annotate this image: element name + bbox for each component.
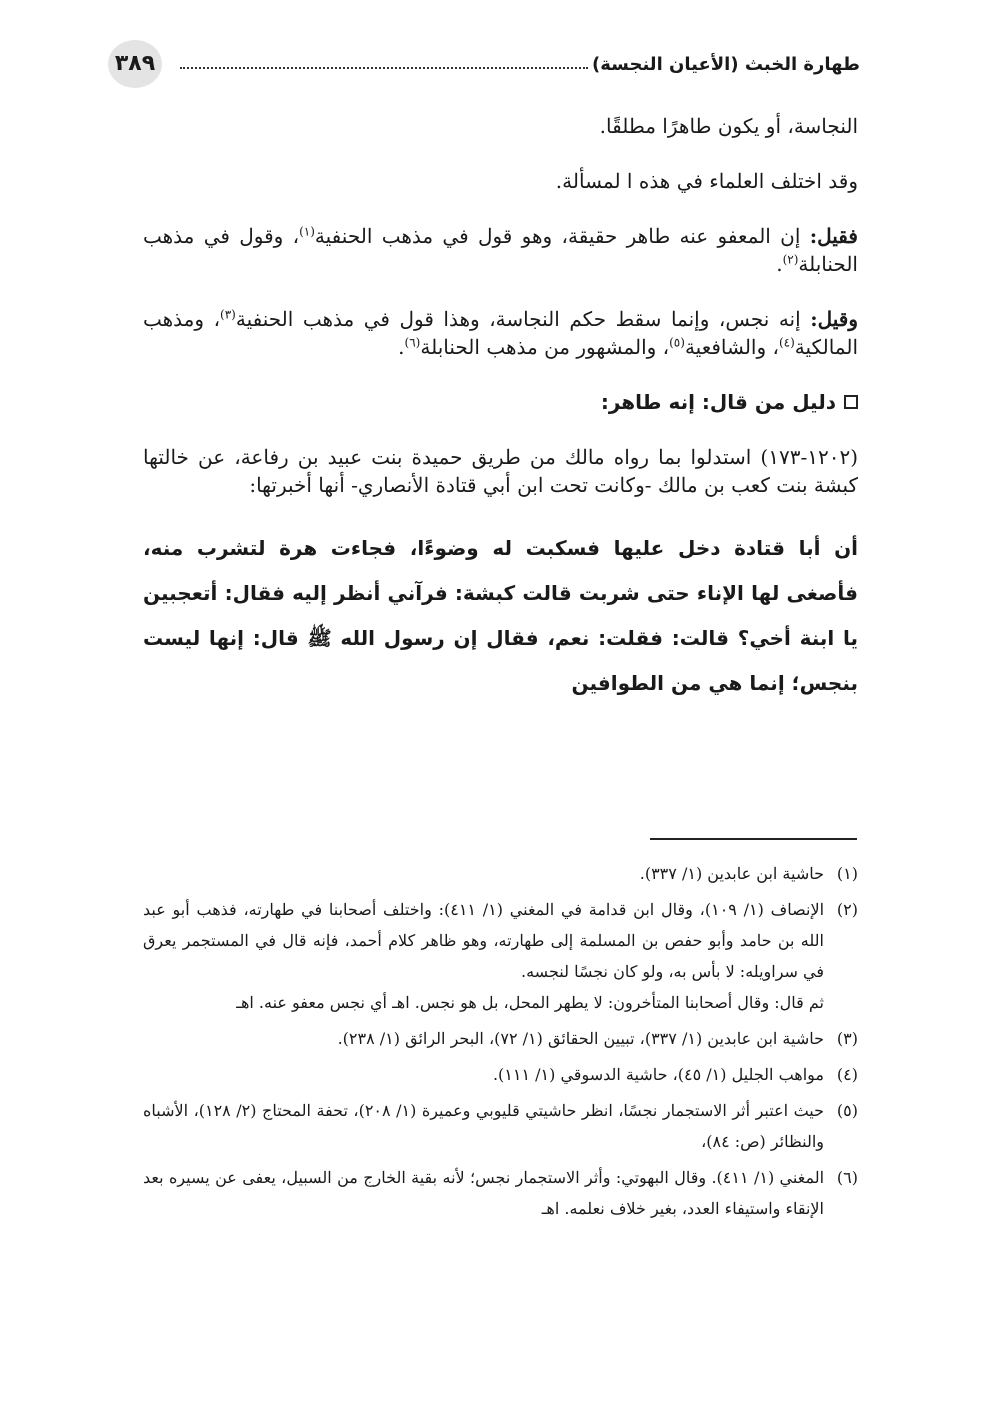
footnote-ref-4[interactable]: (٤) [778,335,795,350]
hadith-text: أن أبا قتادة دخل عليها فسكبت له وضوءًا، فجاءت هرة لتشرب منه، فأصغى لها الإناء حتى شربت قالت كبشة: فرآني أنظر إليه فقال: أتعجبين يا ابنة أخي؟ قالت: فقلت: نعم، فقال إن رسول الله ﷺ قال: إنها ليست بنجس؛ إنما هي من الطوافين [143,536,858,695]
footnote-number: (١) [836,864,858,883]
footnotes [143,858,858,1229]
section-heading-text: دليل من قال: إنه طاهر: [600,390,836,414]
footnote-item [143,858,858,889]
footnote-number: (٦) [836,1168,858,1187]
footnote-line: الإنصاف (١/ ١٠٩)، وقال ابن قدامة في المغني (١/ ٤١١): واختلف أصحابنا في طهارته، فذهب أبو عبد الله بن حامد وأبو حفص بن المسلمة إلى طهارته، وهو ظاهر كلام أحمد، فإنه قال في المستجمر يعرق في سراويله: لا بأس به، ولو كان نجسًا لنجسه. [143,900,825,981]
paragraph-4 [143,305,858,361]
paragraph-3-text-c: . [776,252,783,276]
footnote-item [143,1095,858,1157]
footnote-separator [650,838,857,840]
page-number: ٣٨٩ [108,40,162,88]
paragraph-3 [143,222,858,278]
footnote-number: (٥) [836,1101,858,1120]
square-bullet-icon [844,395,858,409]
footnote-line: حيث اعتبر أثر الاستجمار نجسًا، انظر حاشيتي قليوبي وعميرة (١/ ٢٠٨)، تحفة المحتاج (٢/ ١٢٨)، الأشباه والنظائر (ص: ٨٤)، [143,1101,824,1151]
footnote-line: ثم قال: وقال أصحابنا المتأخرون: لا يطهر المحل، بل هو نجس. اهـ أي نجس معفو عنه. اهـ [236,993,824,1012]
footnote-line: المغني (١/ ٤١١). وقال البهوتي: وأثر الاستجمار نجس؛ لأنه بقية الخارج من السبيل، يعفى عن يسيره بعد الإنقاء واستيفاء العدد، بغير خلاف نعلمه. اهـ [143,1168,825,1218]
paragraph-4-text-c: ، والشافعية [684,335,779,359]
paragraph-4-text-e: . [398,335,405,359]
leader-dots [180,67,588,69]
paragraph-3-lead: فقيل: [809,224,858,248]
footnote-item [143,1162,858,1224]
footnote-ref-3[interactable]: (٣) [220,307,236,322]
footnote-text [143,1162,824,1224]
running-title-text: طهارة الخبث (الأعيان النجسة) [592,53,860,75]
footnote-line: مواهب الجليل (١/ ٤٥)، حاشية الدسوقي (١/ ١١١). [492,1065,824,1084]
paragraph-1: النجاسة، أو يكون طاهرًا مطلقًا. [599,114,858,138]
footnote-text [143,858,824,889]
footnote-ref-2[interactable]: (٢) [782,252,799,267]
footnote-number: (٢) [836,900,858,919]
footnote-ref-6[interactable]: (٦) [404,335,421,350]
section-heading [143,388,858,416]
paragraph-5: (١٢٠٢-١٧٣) استدلوا بما رواه مالك من طريق حميدة بنت عبيد بن رفاعة، عن خالتها كبشة بنت كعب بن مالك -وكانت تحت ابن أبي قتادة الأنصاري- أنها أخبرتها: [143,445,858,497]
footnote-text [143,1023,824,1054]
paragraph-4-text-b: ، ومذهب المالكية [143,307,858,359]
paragraph-2: وقد اختلف العلماء في هذه ا لمسألة. [555,169,858,193]
page-header [108,40,860,88]
footnote-line: حاشية ابن عابدين (١/ ٣٣٧)، تبيين الحقائق (١/ ٧٢)، البحر الرائق (١/ ٢٣٨). [337,1029,824,1048]
footnote-text [143,1059,824,1090]
running-title [180,44,860,84]
footnote-number: (٣) [836,1029,858,1048]
footnote-number: (٤) [836,1065,858,1084]
footnote-item [143,1023,858,1054]
footnote-item [143,894,858,1018]
footnote-item [143,1059,858,1090]
paragraph-4-lead: وقيل: [810,307,858,331]
paragraph-3-text-a: إن المعفو عنه طاهر حقيقة، وهو قول في مذهب الحنفية [314,224,810,248]
paragraph-3-text-b: ، وقول في مذهب الحنابلة [143,224,858,276]
main-text [143,112,858,706]
paragraph-4-text-d: ، والمشهور من مذهب الحنابلة [420,335,670,359]
footnote-text [143,894,824,1018]
footnote-ref-1[interactable]: (١) [299,224,315,239]
footnote-line: حاشية ابن عابدين (١/ ٣٣٧). [639,864,824,883]
footnote-ref-5[interactable]: (٥) [669,335,685,350]
paragraph-4-text-a: إنه نجس، وإنما سقط حكم النجاسة، وهذا قول في مذهب الحنفية [235,307,811,331]
footnote-text [143,1095,824,1157]
